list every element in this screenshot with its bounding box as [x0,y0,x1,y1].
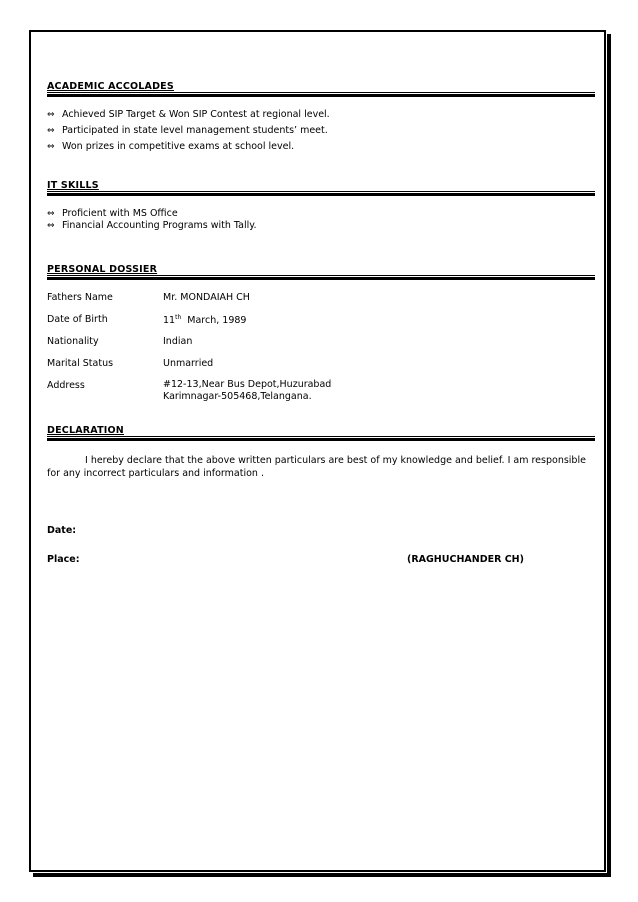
academic-accolades-rule [47,92,595,97]
double-arrow-icon: ⇔ [47,126,55,136]
academic-accolades-heading: ACADEMIC ACCOLADES [47,81,174,92]
address-label: Address [47,380,85,391]
double-arrow-icon: ⇔ [47,110,55,120]
address-line-1: #12-13,Near Bus Depot,Huzurabad [163,379,332,390]
academic-item: ⇔ Participated in state level management students’ meet. [47,125,328,136]
place-label: Place: [47,554,80,565]
declaration-rule [47,436,595,441]
it-skills-rule [47,191,595,196]
declaration-heading: DECLARATION [47,425,124,436]
it-skills-heading: IT SKILLS [47,180,99,191]
academic-item: ⇔ Achieved SIP Target & Won SIP Contest at regional level. [47,109,330,120]
academic-item: ⇔ Won prizes in competitive exams at school level. [47,141,295,152]
marital-status-value: Unmarried [163,358,214,369]
it-skill-item: ⇔ Proficient with MS Office [47,208,178,219]
fathers-name-label: Fathers Name [47,292,113,303]
date-label: Date: [47,525,77,536]
fathers-name-value: Mr. MONDAIAH CH [163,292,250,303]
signature-name: (RAGHUCHANDER CH) [407,554,524,565]
personal-dossier-heading: PERSONAL DOSSIER [47,264,158,275]
personal-dossier-rule [47,275,595,280]
address-line-2: Karimnagar-505468,Telangana. [163,391,312,402]
double-arrow-icon: ⇔ [47,142,55,152]
it-skill-item: ⇔ Financial Accounting Programs with Tally. [47,220,257,231]
dob-value: 11th March, 1989 [163,314,247,327]
dob-label: Date of Birth [47,314,108,325]
double-arrow-icon: ⇔ [47,221,55,231]
nationality-value: Indian [163,336,193,347]
declaration-text: I hereby declare that the above written particulars are best of my knowledge and belief. I am responsible for any incorrect particulars and information . [47,455,586,479]
page-border [29,30,606,872]
marital-status-label: Marital Status [47,358,114,369]
double-arrow-icon: ⇔ [47,209,55,219]
nationality-label: Nationality [47,336,99,347]
